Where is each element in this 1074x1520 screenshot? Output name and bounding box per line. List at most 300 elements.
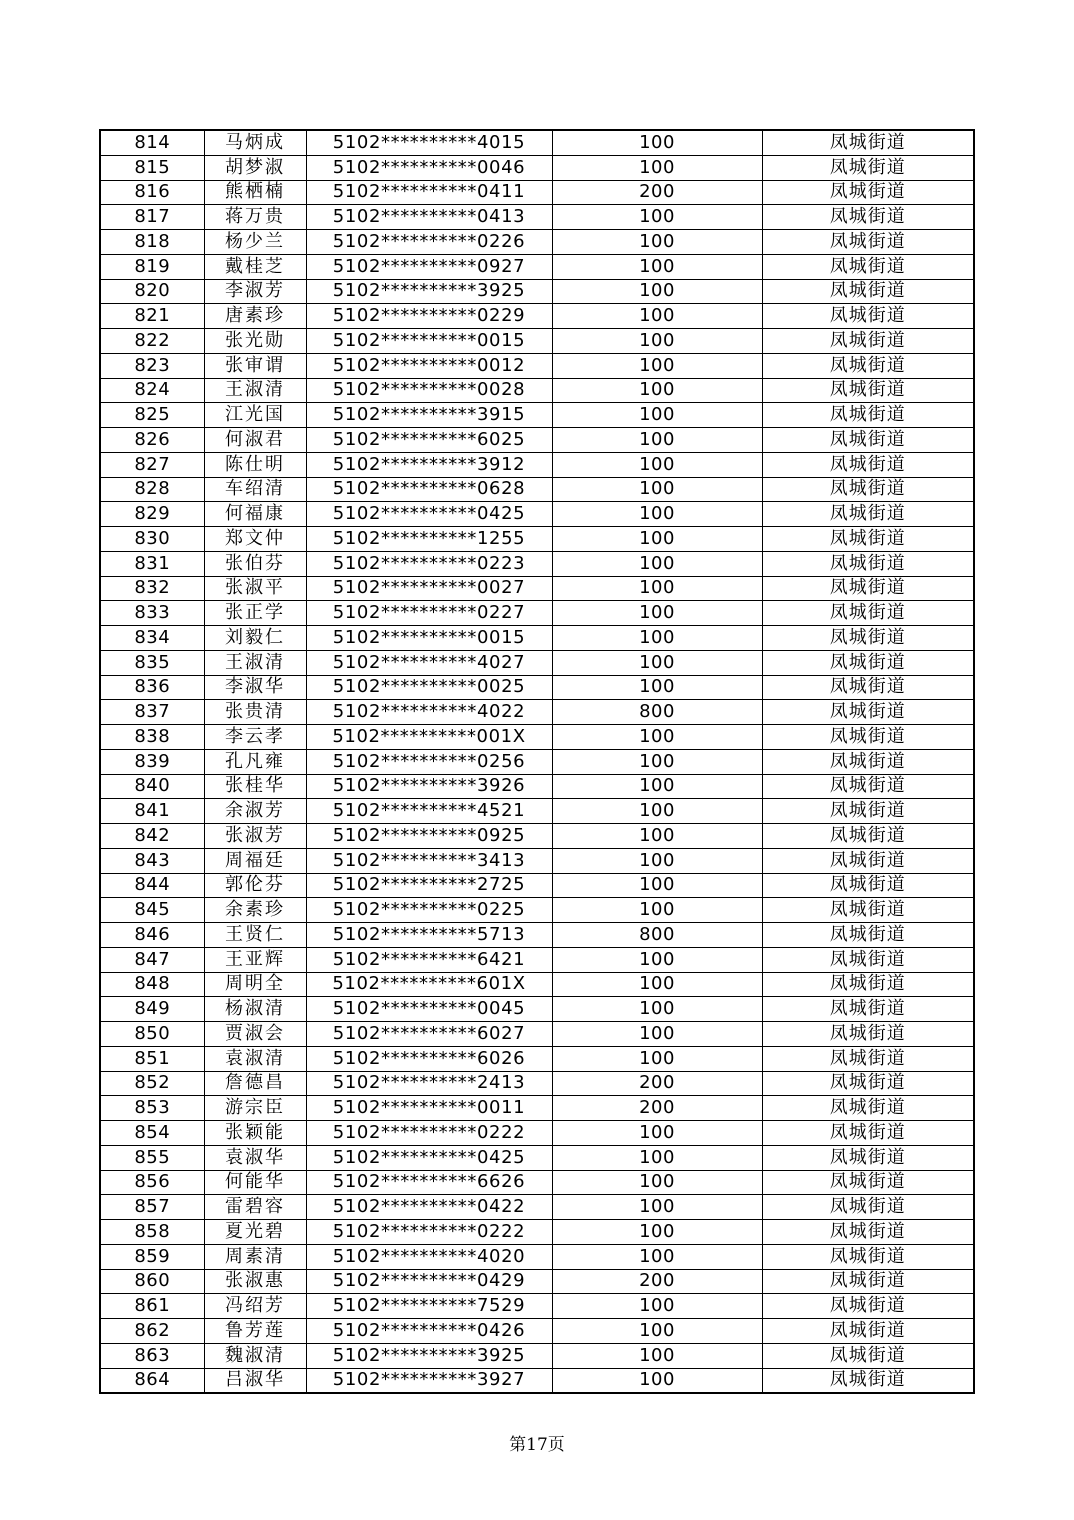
row-number-cell: 840 [100, 774, 204, 799]
id-number-cell: 5102**********0028 [306, 378, 552, 403]
row-number-cell: 823 [100, 353, 204, 378]
person-name-cell: 冯绍芳 [204, 1294, 306, 1319]
table-body [100, 130, 974, 1393]
id-number-cell: 5102**********0223 [306, 551, 552, 576]
page-number: 第17页 [509, 1435, 565, 1455]
table-row [100, 774, 974, 799]
table-row [100, 180, 974, 205]
street-name-cell: 凤城街道 [762, 477, 974, 502]
amount-cell: 100 [552, 205, 762, 230]
table-row [100, 650, 974, 675]
table-row [100, 378, 974, 403]
row-number-cell: 838 [100, 725, 204, 750]
id-number-cell: 5102**********6025 [306, 428, 552, 453]
row-number-cell: 814 [100, 130, 204, 155]
person-name-cell: 鲁芳莲 [204, 1319, 306, 1344]
street-name-cell: 凤城街道 [762, 428, 974, 453]
amount-cell: 100 [552, 130, 762, 155]
row-number-cell: 862 [100, 1319, 204, 1344]
table-row [100, 452, 974, 477]
table-row [100, 1368, 974, 1393]
row-number-cell: 825 [100, 403, 204, 428]
table-row [100, 700, 974, 725]
street-name-cell: 凤城街道 [762, 155, 974, 180]
table-row [100, 947, 974, 972]
table-row [100, 848, 974, 873]
table-row [100, 1220, 974, 1245]
person-name-cell: 张光勋 [204, 329, 306, 354]
row-number-cell: 815 [100, 155, 204, 180]
person-name-cell: 李云孝 [204, 725, 306, 750]
amount-cell: 100 [552, 254, 762, 279]
person-name-cell: 何能华 [204, 1170, 306, 1195]
row-number-cell: 850 [100, 1022, 204, 1047]
table-row [100, 502, 974, 527]
street-name-cell: 凤城街道 [762, 329, 974, 354]
row-number-cell: 852 [100, 1071, 204, 1096]
amount-cell: 100 [552, 353, 762, 378]
row-number-cell: 831 [100, 551, 204, 576]
table-row [100, 1269, 974, 1294]
amount-cell: 100 [552, 650, 762, 675]
person-name-cell: 余素珍 [204, 898, 306, 923]
id-number-cell: 5102**********3413 [306, 848, 552, 873]
street-name-cell: 凤城街道 [762, 1220, 974, 1245]
row-number-cell: 824 [100, 378, 204, 403]
street-name-cell: 凤城街道 [762, 304, 974, 329]
id-number-cell: 5102**********0411 [306, 180, 552, 205]
row-number-cell: 848 [100, 972, 204, 997]
amount-cell: 100 [552, 477, 762, 502]
amount-cell: 200 [552, 180, 762, 205]
row-number-cell: 842 [100, 824, 204, 849]
person-name-cell: 张淑平 [204, 576, 306, 601]
id-number-cell: 5102**********0229 [306, 304, 552, 329]
street-name-cell: 凤城街道 [762, 1319, 974, 1344]
street-name-cell: 凤城街道 [762, 502, 974, 527]
amount-cell: 100 [552, 799, 762, 824]
person-name-cell: 周明全 [204, 972, 306, 997]
table-row [100, 1096, 974, 1121]
row-number-cell: 863 [100, 1343, 204, 1368]
table-row [100, 675, 974, 700]
row-number-cell: 830 [100, 527, 204, 552]
amount-cell: 100 [552, 329, 762, 354]
row-number-cell: 864 [100, 1368, 204, 1393]
street-name-cell: 凤城街道 [762, 601, 974, 626]
amount-cell: 100 [552, 1145, 762, 1170]
table-row [100, 551, 974, 576]
person-name-cell: 熊栖楠 [204, 180, 306, 205]
amount-cell: 100 [552, 1195, 762, 1220]
id-number-cell: 5102**********601X [306, 972, 552, 997]
table-row [100, 130, 974, 155]
table-row [100, 799, 974, 824]
street-name-cell: 凤城街道 [762, 997, 974, 1022]
row-number-cell: 836 [100, 675, 204, 700]
street-name-cell: 凤城街道 [762, 279, 974, 304]
row-number-cell: 851 [100, 1046, 204, 1071]
street-name-cell: 凤城街道 [762, 923, 974, 948]
id-number-cell: 5102**********0045 [306, 997, 552, 1022]
person-name-cell: 周福廷 [204, 848, 306, 873]
amount-cell: 100 [552, 1022, 762, 1047]
person-name-cell: 何福康 [204, 502, 306, 527]
row-number-cell: 841 [100, 799, 204, 824]
street-name-cell: 凤城街道 [762, 180, 974, 205]
table-row [100, 873, 974, 898]
street-name-cell: 凤城街道 [762, 551, 974, 576]
id-number-cell: 5102**********0015 [306, 626, 552, 651]
row-number-cell: 860 [100, 1269, 204, 1294]
row-number-cell: 856 [100, 1170, 204, 1195]
table-row [100, 353, 974, 378]
row-number-cell: 819 [100, 254, 204, 279]
row-number-cell: 859 [100, 1244, 204, 1269]
amount-cell: 100 [552, 1170, 762, 1195]
person-name-cell: 杨淑清 [204, 997, 306, 1022]
street-name-cell: 凤城街道 [762, 725, 974, 750]
row-number-cell: 817 [100, 205, 204, 230]
row-number-cell: 854 [100, 1121, 204, 1146]
amount-cell: 100 [552, 428, 762, 453]
table-row [100, 1071, 974, 1096]
amount-cell: 100 [552, 972, 762, 997]
amount-cell: 800 [552, 923, 762, 948]
person-name-cell: 李淑华 [204, 675, 306, 700]
id-number-cell: 5102**********2413 [306, 1071, 552, 1096]
person-name-cell: 张桂华 [204, 774, 306, 799]
person-name-cell: 王贤仁 [204, 923, 306, 948]
person-name-cell: 张淑芳 [204, 824, 306, 849]
person-name-cell: 张伯芬 [204, 551, 306, 576]
id-number-cell: 5102**********0256 [306, 749, 552, 774]
table-row [100, 230, 974, 255]
table-row [100, 329, 974, 354]
amount-cell: 100 [552, 403, 762, 428]
street-name-cell: 凤城街道 [762, 675, 974, 700]
street-name-cell: 凤城街道 [762, 799, 974, 824]
person-name-cell: 魏淑清 [204, 1343, 306, 1368]
amount-cell: 100 [552, 527, 762, 552]
id-number-cell: 5102**********0413 [306, 205, 552, 230]
table-row [100, 254, 974, 279]
person-name-cell: 张颖能 [204, 1121, 306, 1146]
id-number-cell: 5102**********0012 [306, 353, 552, 378]
row-number-cell: 827 [100, 452, 204, 477]
amount-cell: 100 [552, 824, 762, 849]
id-number-cell: 5102**********4015 [306, 130, 552, 155]
person-name-cell: 詹德昌 [204, 1071, 306, 1096]
id-number-cell: 5102**********0025 [306, 675, 552, 700]
table-row [100, 428, 974, 453]
row-number-cell: 846 [100, 923, 204, 948]
table-row [100, 749, 974, 774]
person-name-cell: 张正学 [204, 601, 306, 626]
table-row [100, 1343, 974, 1368]
street-name-cell: 凤城街道 [762, 1244, 974, 1269]
amount-cell: 100 [552, 155, 762, 180]
table-row [100, 626, 974, 651]
amount-cell: 100 [552, 675, 762, 700]
street-name-cell: 凤城街道 [762, 353, 974, 378]
amount-cell: 100 [552, 1343, 762, 1368]
person-name-cell: 贾淑会 [204, 1022, 306, 1047]
person-name-cell: 郭伦芬 [204, 873, 306, 898]
id-number-cell: 5102**********0222 [306, 1121, 552, 1146]
row-number-cell: 833 [100, 601, 204, 626]
row-number-cell: 855 [100, 1145, 204, 1170]
street-name-cell: 凤城街道 [762, 1269, 974, 1294]
table-row [100, 279, 974, 304]
id-number-cell: 5102**********0927 [306, 254, 552, 279]
table-row [100, 1022, 974, 1047]
amount-cell: 100 [552, 279, 762, 304]
id-number-cell: 5102**********4027 [306, 650, 552, 675]
street-name-cell: 凤城街道 [762, 650, 974, 675]
person-name-cell: 袁淑清 [204, 1046, 306, 1071]
id-number-cell: 5102**********0011 [306, 1096, 552, 1121]
id-number-cell: 5102**********0027 [306, 576, 552, 601]
row-number-cell: 844 [100, 873, 204, 898]
table-row [100, 477, 974, 502]
person-name-cell: 王淑清 [204, 378, 306, 403]
row-number-cell: 861 [100, 1294, 204, 1319]
street-name-cell: 凤城街道 [762, 1022, 974, 1047]
person-name-cell: 唐素珍 [204, 304, 306, 329]
amount-cell: 100 [552, 997, 762, 1022]
person-name-cell: 王淑清 [204, 650, 306, 675]
id-number-cell: 5102**********3912 [306, 452, 552, 477]
street-name-cell: 凤城街道 [762, 1195, 974, 1220]
street-name-cell: 凤城街道 [762, 130, 974, 155]
amount-cell: 200 [552, 1071, 762, 1096]
id-number-cell: 5102**********0426 [306, 1319, 552, 1344]
person-name-cell: 袁淑华 [204, 1145, 306, 1170]
id-number-cell: 5102**********0429 [306, 1269, 552, 1294]
id-number-cell: 5102**********3925 [306, 279, 552, 304]
amount-cell: 100 [552, 749, 762, 774]
table-row [100, 601, 974, 626]
street-name-cell: 凤城街道 [762, 848, 974, 873]
table-row [100, 898, 974, 923]
street-name-cell: 凤城街道 [762, 1170, 974, 1195]
amount-cell: 100 [552, 502, 762, 527]
street-name-cell: 凤城街道 [762, 1071, 974, 1096]
person-name-cell: 车绍清 [204, 477, 306, 502]
table-row [100, 1294, 974, 1319]
id-number-cell: 5102**********2725 [306, 873, 552, 898]
row-number-cell: 857 [100, 1195, 204, 1220]
person-name-cell: 杨少兰 [204, 230, 306, 255]
amount-cell: 100 [552, 1244, 762, 1269]
amount-cell: 200 [552, 1269, 762, 1294]
id-number-cell: 5102**********5713 [306, 923, 552, 948]
amount-cell: 100 [552, 848, 762, 873]
row-number-cell: 843 [100, 848, 204, 873]
row-number-cell: 845 [100, 898, 204, 923]
street-name-cell: 凤城街道 [762, 626, 974, 651]
amount-cell: 100 [552, 1220, 762, 1245]
person-name-cell: 江光国 [204, 403, 306, 428]
id-number-cell: 5102**********0925 [306, 824, 552, 849]
person-name-cell: 李淑芳 [204, 279, 306, 304]
id-number-cell: 5102**********7529 [306, 1294, 552, 1319]
street-name-cell: 凤城街道 [762, 378, 974, 403]
table-row [100, 1319, 974, 1344]
person-name-cell: 游宗臣 [204, 1096, 306, 1121]
table-row [100, 725, 974, 750]
table-row [100, 1145, 974, 1170]
row-number-cell: 826 [100, 428, 204, 453]
person-name-cell: 胡梦淑 [204, 155, 306, 180]
street-name-cell: 凤城街道 [762, 749, 974, 774]
person-name-cell: 蒋万贵 [204, 205, 306, 230]
amount-cell: 100 [552, 230, 762, 255]
amount-cell: 100 [552, 576, 762, 601]
id-number-cell: 5102**********0227 [306, 601, 552, 626]
id-number-cell: 5102**********0225 [306, 898, 552, 923]
id-number-cell: 5102**********0046 [306, 155, 552, 180]
table-row [100, 1046, 974, 1071]
id-number-cell: 5102**********0015 [306, 329, 552, 354]
table-row [100, 576, 974, 601]
amount-cell: 100 [552, 626, 762, 651]
street-name-cell: 凤城街道 [762, 230, 974, 255]
street-name-cell: 凤城街道 [762, 947, 974, 972]
person-name-cell: 孔凡雍 [204, 749, 306, 774]
amount-cell: 100 [552, 947, 762, 972]
row-number-cell: 829 [100, 502, 204, 527]
street-name-cell: 凤城街道 [762, 403, 974, 428]
street-name-cell: 凤城街道 [762, 700, 974, 725]
person-name-cell: 雷碧容 [204, 1195, 306, 1220]
id-number-cell: 5102**********0226 [306, 230, 552, 255]
street-name-cell: 凤城街道 [762, 1046, 974, 1071]
table-row [100, 1170, 974, 1195]
id-number-cell: 5102**********3915 [306, 403, 552, 428]
table-row [100, 997, 974, 1022]
id-number-cell: 5102**********001X [306, 725, 552, 750]
person-name-cell: 周素清 [204, 1244, 306, 1269]
row-number-cell: 839 [100, 749, 204, 774]
table-row [100, 824, 974, 849]
amount-cell: 100 [552, 725, 762, 750]
street-name-cell: 凤城街道 [762, 898, 974, 923]
amount-cell: 100 [552, 1368, 762, 1393]
id-number-cell: 5102**********6626 [306, 1170, 552, 1195]
id-number-cell: 5102**********0222 [306, 1220, 552, 1245]
amount-cell: 100 [552, 1121, 762, 1146]
row-number-cell: 816 [100, 180, 204, 205]
amount-cell: 100 [552, 1319, 762, 1344]
row-number-cell: 822 [100, 329, 204, 354]
street-name-cell: 凤城街道 [762, 576, 974, 601]
subsidy-table [99, 129, 975, 1394]
row-number-cell: 832 [100, 576, 204, 601]
person-name-cell: 郑文仲 [204, 527, 306, 552]
person-name-cell: 戴桂芝 [204, 254, 306, 279]
amount-cell: 100 [552, 774, 762, 799]
amount-cell: 100 [552, 873, 762, 898]
amount-cell: 800 [552, 700, 762, 725]
id-number-cell: 5102**********4020 [306, 1244, 552, 1269]
street-name-cell: 凤城街道 [762, 1096, 974, 1121]
amount-cell: 100 [552, 551, 762, 576]
id-number-cell: 5102**********0425 [306, 1145, 552, 1170]
amount-cell: 100 [552, 898, 762, 923]
person-name-cell: 夏光碧 [204, 1220, 306, 1245]
street-name-cell: 凤城街道 [762, 873, 974, 898]
id-number-cell: 5102**********0425 [306, 502, 552, 527]
table-row [100, 205, 974, 230]
person-name-cell: 张审谓 [204, 353, 306, 378]
street-name-cell: 凤城街道 [762, 1368, 974, 1393]
table-row [100, 304, 974, 329]
row-number-cell: 837 [100, 700, 204, 725]
street-name-cell: 凤城街道 [762, 1294, 974, 1319]
street-name-cell: 凤城街道 [762, 972, 974, 997]
person-name-cell: 马炳成 [204, 130, 306, 155]
street-name-cell: 凤城街道 [762, 452, 974, 477]
id-number-cell: 5102**********3925 [306, 1343, 552, 1368]
row-number-cell: 835 [100, 650, 204, 675]
table-row [100, 972, 974, 997]
person-name-cell: 余淑芳 [204, 799, 306, 824]
amount-cell: 100 [552, 1046, 762, 1071]
row-number-cell: 858 [100, 1220, 204, 1245]
table-row [100, 527, 974, 552]
amount-cell: 100 [552, 452, 762, 477]
row-number-cell: 828 [100, 477, 204, 502]
row-number-cell: 834 [100, 626, 204, 651]
table-row [100, 1244, 974, 1269]
person-name-cell: 陈仕明 [204, 452, 306, 477]
row-number-cell: 821 [100, 304, 204, 329]
amount-cell: 100 [552, 304, 762, 329]
street-name-cell: 凤城街道 [762, 254, 974, 279]
row-number-cell: 853 [100, 1096, 204, 1121]
street-name-cell: 凤城街道 [762, 1121, 974, 1146]
table-row [100, 155, 974, 180]
row-number-cell: 849 [100, 997, 204, 1022]
amount-cell: 200 [552, 1096, 762, 1121]
id-number-cell: 5102**********3927 [306, 1368, 552, 1393]
id-number-cell: 5102**********4022 [306, 700, 552, 725]
street-name-cell: 凤城街道 [762, 824, 974, 849]
row-number-cell: 820 [100, 279, 204, 304]
id-number-cell: 5102**********0628 [306, 477, 552, 502]
table-row [100, 1121, 974, 1146]
street-name-cell: 凤城街道 [762, 527, 974, 552]
person-name-cell: 张贵清 [204, 700, 306, 725]
person-name-cell: 王亚辉 [204, 947, 306, 972]
street-name-cell: 凤城街道 [762, 774, 974, 799]
street-name-cell: 凤城街道 [762, 1343, 974, 1368]
id-number-cell: 5102**********6027 [306, 1022, 552, 1047]
id-number-cell: 5102**********0422 [306, 1195, 552, 1220]
amount-cell: 100 [552, 1294, 762, 1319]
table-row [100, 1195, 974, 1220]
person-name-cell: 吕淑华 [204, 1368, 306, 1393]
id-number-cell: 5102**********3926 [306, 774, 552, 799]
id-number-cell: 5102**********6026 [306, 1046, 552, 1071]
row-number-cell: 818 [100, 230, 204, 255]
id-number-cell: 5102**********4521 [306, 799, 552, 824]
table-row [100, 923, 974, 948]
street-name-cell: 凤城街道 [762, 1145, 974, 1170]
street-name-cell: 凤城街道 [762, 205, 974, 230]
